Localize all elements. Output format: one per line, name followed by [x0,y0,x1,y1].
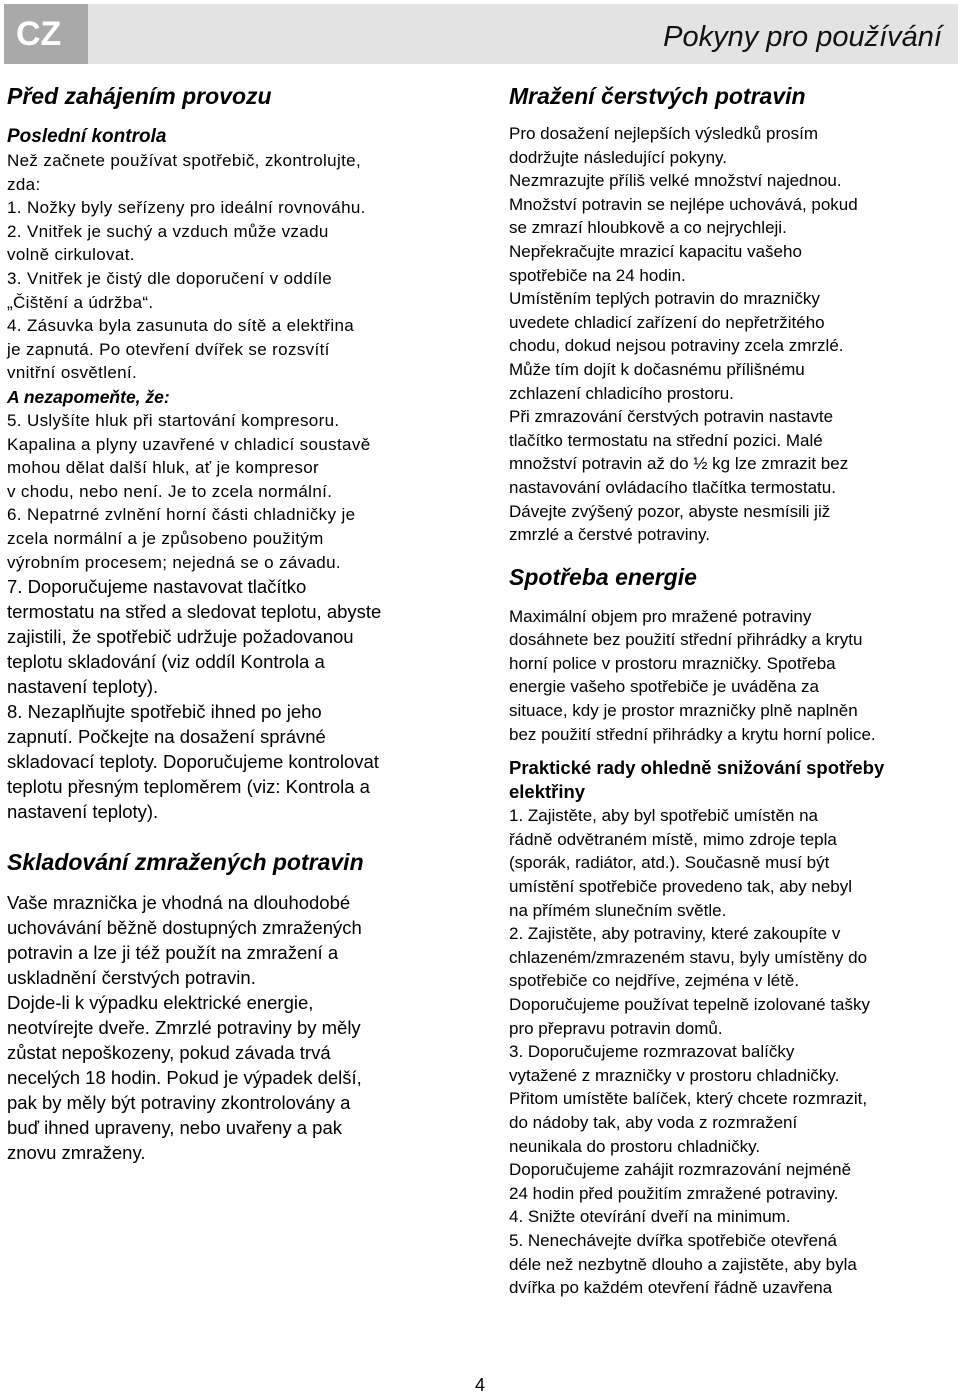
text-line: nastavení teploty). [7,676,159,698]
text-line: energie vašeho spotřebiče je uváděna za [509,677,819,697]
text-line: uskladnění čerstvých potravin. [7,967,256,989]
text-line: pro přepravu potravin domů. [509,1018,723,1038]
text-line: dvířka po každém otevření řádně uzavřena [509,1278,833,1298]
text-line: horní police v prostoru mrazničky. Spotřeba [509,653,836,673]
section-title-freezing-fresh: Mražení čerstvých potravin [509,83,806,109]
text-line: situace, kdy je prostor mrazničky plně naplněn [509,701,858,721]
text-line: teplotu přesným teploměrem (viz: Kontrola a [7,776,370,798]
text-line: výrobním procesem; nejedná se o závadu. [7,552,341,572]
text-line: zda: [7,174,41,194]
text-line: zcela normální a je způsobeno použitým [7,528,324,548]
text-line: neunikala do prostoru chladničky. [509,1136,761,1156]
text-line: 4. Zásuvka byla zasunuta do sítě a elektřina [7,316,355,336]
text-line: zmrzlé a čerstvé potraviny. [509,525,710,545]
frozen-storage-text [7,890,447,1165]
left-column [7,80,447,1165]
text-line: Při zmrazování čerstvých potravin nastavte [509,407,834,427]
text-line: 5. Uslyšíte hluk při startování kompresoru. [7,410,340,430]
text-line: buď ihned upraveny, nebo uvařeny a pak [7,1117,343,1139]
tips-text [509,804,954,1299]
text-line: uvedete chladicí zařízení do nepřetržitého [509,312,825,332]
text-line: umístění spotřebiče provedeno tak, aby nebyl [509,877,853,897]
text-line: množství potravin až do ½ kg lze zmrazit bez [509,454,849,474]
text-line: nastavení teploty). [7,801,159,823]
text-line: tlačítko termostatu na střední pozici. Malé [509,430,823,450]
text-line: „Čištění a údržba“. [7,292,154,312]
text-line: 24 hodin před použitím zmražené potraviny. [509,1183,839,1203]
text-line: volně cirkulovat. [7,245,135,265]
energy-text [509,605,954,747]
text-line: 3. Vnitřek je čistý dle doporučení v oddíle [7,268,333,288]
dont-forget-text [7,409,447,574]
header-title: Pokyny pro používání [663,21,942,53]
text-line: znovu zmraženy. [7,1142,146,1164]
text-line: termostatu na střed a sledovat teplotu, abyste [7,601,382,623]
tips-title-line: Praktické rady ohledně snižování spotřeby [509,757,885,779]
text-line: zapnutí. Počkejte na dosažení správné [7,726,326,748]
subsection-title-dont-forget: A nezapomeňte, že: [7,386,170,407]
text-line: Kapalina a plyny uzavřené v chladicí soustavě [7,434,371,454]
text-line: 4. Snižte otevírání dveří na minimum. [509,1207,791,1227]
text-line: necelých 18 hodin. Pokud je výpadek delší, [7,1067,362,1089]
text-line: je zapnutá. Po otevření dvířek se rozsvítí [7,339,330,359]
text-line: se zmrazí hloubkově a co nejrychleji. [509,218,787,238]
text-line: neotvírejte dveře. Zmrzlé potraviny by měly [7,1017,361,1039]
text-line: bez použití střední přihrádky a krytu horní police. [509,724,876,744]
section-title-energy: Spotřeba energie [509,563,697,590]
text-line: 8. Nezaplňujte spotřebič ihned po jeho [7,701,322,723]
text-line: mohou dělat další hluk, ať je kompresor [7,458,320,478]
text-line: 2. Vnitřek je suchý a vzduch může vzadu [7,221,329,241]
text-line: zchlazení chladicího prostoru. [509,383,734,403]
text-line: chodu, dokud nejsou potraviny zcela zmrzlé. [509,336,844,356]
text-line: teplotu skladování (viz oddíl Kontrola a [7,651,325,673]
text-line: do nádoby tak, aby voda z rozmražení [509,1112,798,1132]
tips-title-line: elektřiny [509,781,586,803]
text-line: 7. Doporučujeme nastavovat tlačítko [7,576,307,598]
text-line: Umístěním teplých potravin do mrazničky [509,289,820,309]
text-line: (sporák, radiátor, atd.). Současně musí být [509,853,830,873]
text-line: 6. Nepatrné zvlnění horní části chladničky je [7,505,356,525]
text-line: Pro dosažení nejlepších výsledků prosím [509,124,818,143]
text-line: Může tím dojít k dočasnému přílišnému [509,359,805,379]
recommendation-text [7,574,447,824]
text-line: déle než nezbytně dlouho a zajistěte, aby byla [509,1254,857,1274]
section-title-before-operation: Před zahájením provozu [7,83,272,109]
text-line: vytažené z mrazničky v prostoru chladničky. [509,1065,840,1085]
text-line: 3. Doporučujeme rozmrazovat balíčky [509,1042,795,1062]
section-title-frozen-storage: Skladování zmražených potravin [7,849,364,876]
text-line: Doporučujeme používat tepelně izolované tašky [509,995,870,1014]
text-line: Množství potravin se nejlépe uchovává, pokud [509,194,858,214]
text-line: dosáhnete bez použití střední přihrádky a krytu [509,630,863,650]
text-line: spotřebiče na 24 hodin. [509,265,686,285]
text-line: Přitom umístěte balíček, který chcete rozmrazit, [509,1089,868,1109]
subsection-title-tips [509,756,954,804]
text-line: 1. Nožky byly seřízeny pro ideální rovnováhu. [7,198,366,218]
text-line: zůstat nepoškozeny, pokud závada trvá [7,1042,331,1064]
text-line: Maximální objem pro mražené potraviny [509,606,812,626]
text-line: Nezmrazujte příliš velké množství najednou. [509,171,842,191]
text-line: na přímém slunečním světle. [509,900,727,920]
text-line: dodržujte následující pokyny. [509,147,727,167]
text-line: Doporučujeme zahájit rozmrazování nejméně [509,1160,852,1180]
text-line: chlazeném/zmrazeném stavu, byly umístěny do [509,947,868,967]
text-line: řádně odvětraném místě, mimo zdroje tepla [509,829,837,849]
text-line: pak by měly být potraviny zkontrolovány a [7,1092,351,1114]
text-line: nastavování ovládacího tlačítka termostatu. [509,477,836,497]
language-code: CZ [4,4,88,64]
text-line: zajistili, že spotřebič udržuje požadovanou [7,626,354,648]
text-line: potravin a lze ji též použít na zmražení a [7,942,339,964]
right-column [509,80,954,1300]
text-line: v chodu, nebo není. Je to zcela normální. [7,481,333,501]
text-line: skladovací teploty. Doporučujeme kontrolovat [7,751,379,773]
text-line: Nepřekračujte mrazicí kapacitu vašeho [509,241,802,261]
text-line: 1. Zajistěte, aby byl spotřebič umístěn na [509,806,818,826]
text-line: Dávejte zvýšený pozor, abyste nesmísili již [509,501,831,521]
text-line: Vaše mraznička je vhodná na dlouhodobé [7,892,351,914]
page-number: 4 [474,1375,485,1395]
text-line: spotřebiče co nejdříve, zejména v létě. [509,971,800,991]
subsection-title-final-check: Poslední kontrola [7,126,167,147]
text-line: 2. Zajistěte, aby potraviny, které zakoupíte v [509,924,841,944]
text-line: vnitřní osvětlení. [7,363,138,383]
text-line: Dojde-li k výpadku elektrické energie, [7,992,314,1014]
text-line: 5. Nenechávejte dvířka spotřebiče otevřená [509,1230,837,1250]
final-check-text [7,149,447,385]
text-line: Než začnete používat spotřebič, zkontrolujte, [7,151,362,170]
page-header [4,4,958,64]
text-line: uchovávání běžně dostupných zmražených [7,917,362,939]
freezing-fresh-text [509,122,954,547]
